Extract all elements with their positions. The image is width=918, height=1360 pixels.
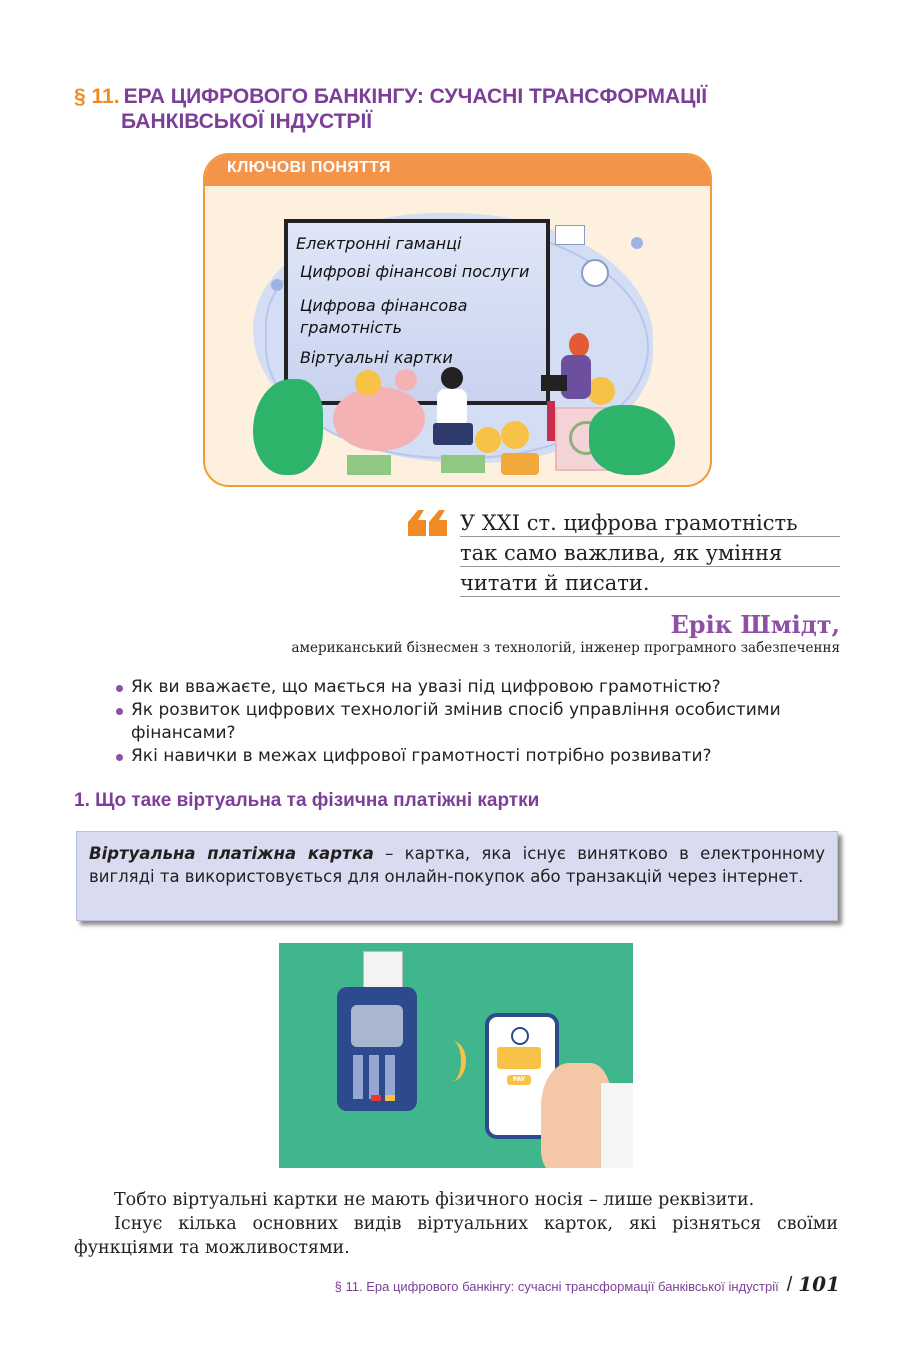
coin-icon xyxy=(355,370,381,396)
body-paragraph: Тобто віртуальні картки не мають фізичного носія – лише реквізити. xyxy=(114,1190,755,1210)
laptop-icon xyxy=(541,375,567,391)
dot-decoration xyxy=(631,237,643,249)
epigraph-quote xyxy=(460,508,840,598)
footer-separator: / xyxy=(786,1274,793,1296)
sleeve-icon xyxy=(601,1083,633,1168)
laptop-icon xyxy=(433,423,473,445)
woman-legs xyxy=(547,401,555,441)
pos-screen xyxy=(351,1005,403,1047)
money-stack-icon xyxy=(441,455,485,473)
body-paragraph: Існує кілька основних видів віртуальних карток, які різняться своїми функціями та можливостями. xyxy=(74,1214,838,1258)
plant-left-icon xyxy=(253,379,323,475)
coin-stack-icon xyxy=(501,453,539,475)
question-item: Як ви вважаєте, що мається на увазі під цифровою грамотністю? xyxy=(113,676,843,699)
key-concepts-card xyxy=(203,153,712,487)
term-electronic-wallets: Електронні гаманці xyxy=(296,234,462,253)
question-item: Як розвиток цифрових технологій змінив спосіб управління особистими фінансами? xyxy=(113,699,843,745)
page-number: 101 xyxy=(798,1272,840,1296)
term-digital-financial-literacy-cont: грамотність xyxy=(300,318,402,337)
pos-clear-key xyxy=(385,1095,395,1101)
questions-list xyxy=(113,676,843,768)
person-head xyxy=(441,367,463,389)
section-title-line1: ЕРА ЦИФРОВОГО БАНКІНГУ: СУЧАСНІ ТРАНСФОРМАЦІЇ xyxy=(123,85,708,108)
quote-icon xyxy=(408,510,448,536)
money-stack-icon xyxy=(347,455,391,475)
piggy-bank-ear xyxy=(395,369,417,391)
page-footer xyxy=(335,1272,840,1297)
quote-author: Ерік Шмідт, xyxy=(670,610,840,639)
section-number: § 11. xyxy=(74,85,120,108)
coin-icon xyxy=(587,377,615,405)
pos-keypad xyxy=(353,1055,401,1099)
definition-text xyxy=(89,842,825,888)
quote-line: так само важлива, як уміння xyxy=(460,538,840,567)
section-title xyxy=(74,84,874,134)
quote-line: У XXI ст. цифрова грамотність xyxy=(460,508,840,537)
running-title: § 11. Ера цифрового банкінгу: сучасні трансформації банківської індустрії xyxy=(334,1279,779,1294)
definition-box xyxy=(76,831,838,921)
key-concepts-heading: КЛЮЧОВІ ПОНЯТТЯ xyxy=(227,159,391,176)
checkmark-icon xyxy=(511,1027,529,1045)
body-text xyxy=(74,1188,838,1260)
quote-line: читати й писати. xyxy=(460,568,840,597)
section-title-line2: БАНКІВСЬКОЇ ІНДУСТРІЇ xyxy=(121,110,373,133)
coin-icon xyxy=(475,427,501,453)
subsection-title: 1. Що таке віртуальна та фізична платіжні картки xyxy=(74,790,540,811)
concepts-board xyxy=(284,219,550,405)
key-concepts-header xyxy=(205,155,710,186)
piggy-bank-icon xyxy=(333,387,425,451)
definition-body: – картка, яка існує винятково в електронному вигляді та використовується для онлайн-покупок або транзакцій через інтернет. xyxy=(89,844,825,886)
pos-cancel-key xyxy=(371,1095,381,1101)
contactless-icon xyxy=(439,1041,466,1081)
clock-icon xyxy=(581,259,609,287)
woman-head xyxy=(569,333,589,357)
plant-right-icon xyxy=(589,405,675,475)
question-item: Які навички в межах цифрової грамотності потрібно розвивати? xyxy=(113,745,843,768)
definition-term: Віртуальна платіжна картка xyxy=(89,844,374,863)
pay-button-label: PAY xyxy=(507,1075,531,1085)
coin-icon xyxy=(501,421,529,449)
person-body xyxy=(437,389,467,427)
dot-decoration xyxy=(271,279,283,291)
quote-author-description: американський бізнесмен з технологій, інженер програмного забезпечення xyxy=(291,640,840,656)
term-digital-financial-literacy: Цифрова фінансова xyxy=(300,296,468,315)
calendar-icon xyxy=(555,225,585,245)
payment-illustration xyxy=(279,943,633,1168)
term-digital-financial-services: Цифрові фінансові послуги xyxy=(300,262,530,281)
term-virtual-cards: Віртуальні картки xyxy=(300,348,453,367)
card-icon xyxy=(497,1047,541,1069)
